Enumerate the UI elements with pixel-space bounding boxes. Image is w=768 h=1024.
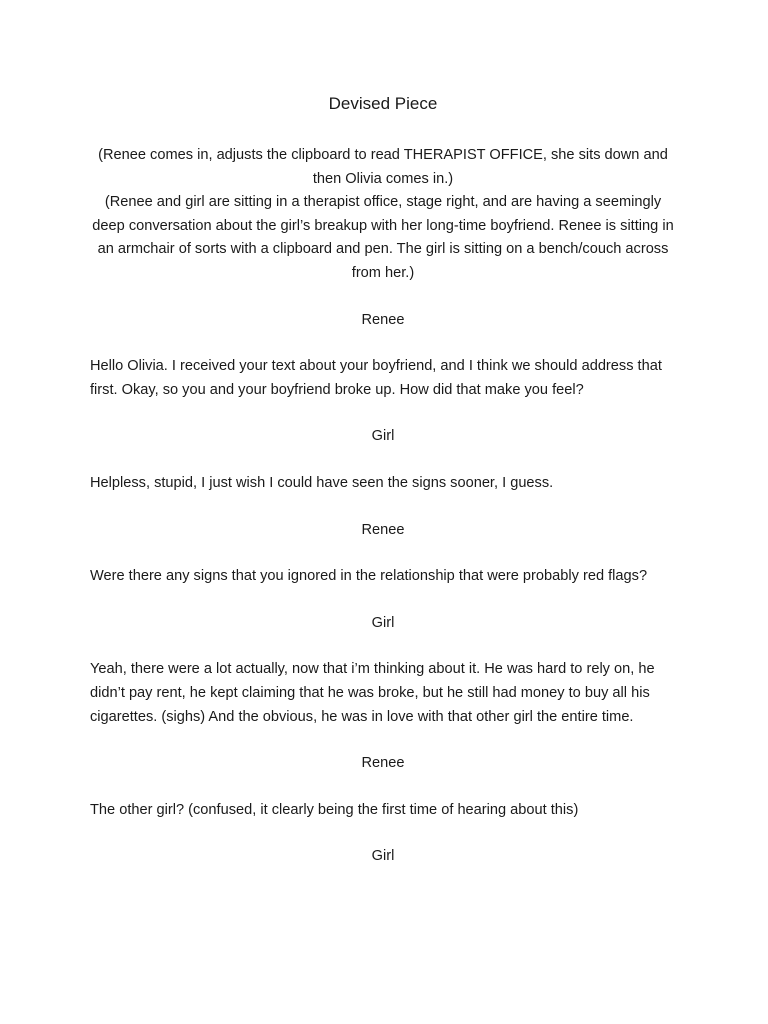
document-title: Devised Piece [328, 94, 438, 113]
speaker-name: Renee [361, 311, 405, 328]
spacer [90, 286, 676, 309]
dialogue-line: Yeah, there were a lot actually, now that i’m thinking about it. He was hard to rely on, he didn’t pay rent, he kept claiming that he was broke, but he still had money to buy all his cigarettes. (sighs) And the obvious, he was in love with that other girl the entire time. [90, 661, 655, 725]
dialogue-line: Hello Olivia. I received your text about your boyfriend, and I think we should address that first. Okay, so you and your boyfriend broke up. How did that make you feel? [90, 358, 662, 398]
speaker-name: Renee [361, 521, 405, 538]
speaker-name: Girl [371, 428, 395, 445]
speaker-name: Girl [371, 848, 395, 865]
dialogue-line: Were there any signs that you ignored in the relationship that were probably red flags? [90, 568, 648, 585]
dialogue-line: Helpless, stupid, I just wish I could have seen the signs sooner, I guess. [90, 474, 554, 491]
dialogue-line: The other girl? (confused, it clearly being the first time of hearing about this) [90, 801, 579, 818]
stage-direction-entrance: (Renee comes in, adjusts the clipboard to read THERAPIST OFFICE, she sits down and then Olivia comes in.) [98, 147, 668, 187]
speaker-name: Girl [371, 614, 395, 631]
speaker-name: Renee [361, 755, 405, 772]
stage-direction-setting: (Renee and girl are sitting in a therapist office, stage right, and are having a seemingly deep conversation about the girl’s breakup with her long-time boyfriend. Renee is sitting in an armchair of sorts with a clipboard and pen. The girl is sitting on a bench/couch across from her.) [92, 194, 674, 281]
